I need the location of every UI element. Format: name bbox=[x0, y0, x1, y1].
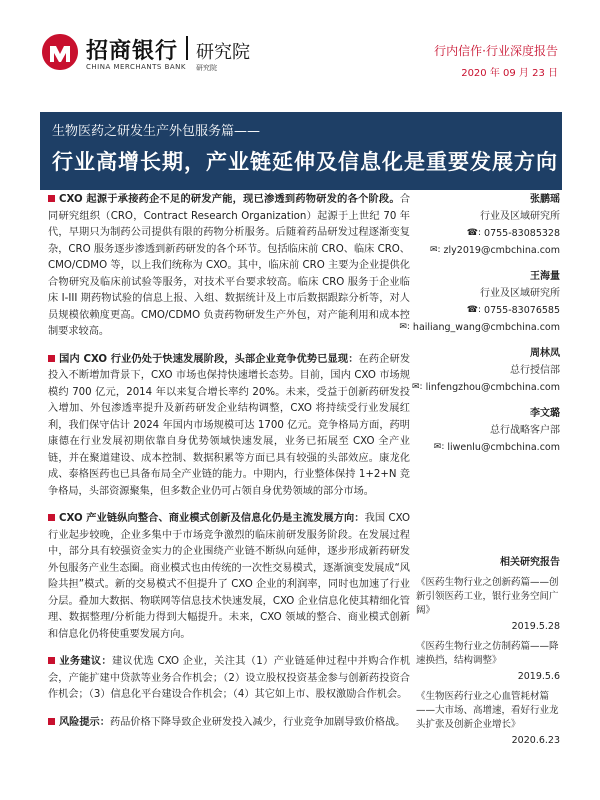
paragraph-lead: 业务建议： bbox=[59, 656, 112, 667]
related-report-date: 2019.5.28 bbox=[511, 621, 560, 632]
report-date: 2020 年 09 月 23 日 bbox=[461, 68, 558, 79]
paragraph-body: 合同研究组织（CRO，Contract Research Organization）起源于上世纪 70 年代，早期只为制药公司提供有限的药物分析服务。后随着药品研发过程逐渐变复杂，CRO 服务逐步渗透到新药研发的各个环节。包括临床前 CRO、临床 CRO、CMO/CDMO 等，以上我们统称为 CXO。其中，临床前 CRO 主要为企业提供化合物研究及临床前试验等服务，对技术平台要求较高。临床 CRO 服务于企业临床 I-III 期药物试验的信息上报、入组、数据统计及上市后数据跟踪分析等，对人员规模依赖度更高。CMO/CDMO 负责药物研发生产外包，对产能利用和成本控制要求较高。 bbox=[48, 194, 410, 337]
report-subtitle: 生物医药之研发生产外包服务篇—— bbox=[52, 124, 261, 139]
analyst-name: 周林凤 bbox=[530, 348, 560, 359]
summary-body bbox=[48, 192, 410, 742]
paragraph-body: 我国 CXO 行业起步较晚，企业多集中于市场竞争激烈的临床前研发服务阶段。在发展过程中，部分具有较强资金实力的企业围绕产业链不断纵向延伸，逐步形成新药研发外包服务产业生态圈。商业模式也由传统的一次性交易模式，逐渐演变发展成“风险共担”模式。新的交易模式不但提升了 CXO 企业的利润率，同时也加速了行业分层。叠加大数据、物联网等信息技术快速发展，CXO 企业信息化使其精细化管理、数据整理/分析能力得到大幅提升。未来，CXO 领域的整合、商业模式创新和信息化仍将使重要发展方向。 bbox=[48, 513, 411, 640]
related-reports-title: 相关研究报告 bbox=[500, 557, 560, 568]
report-title: 行业高增长期，产业链延伸及信息化是重要发展方向 bbox=[52, 150, 558, 174]
analyst-email[interactable]: zly2019@cmbchina.com bbox=[443, 245, 560, 256]
mail-icon: ✉: bbox=[399, 322, 410, 332]
analyst-name: 李文璐 bbox=[530, 408, 560, 419]
analyst-email[interactable]: hailiang_wang@cmbchina.com bbox=[412, 322, 560, 333]
analyst-name: 张鹏瑶 bbox=[530, 194, 560, 205]
analyst-card bbox=[411, 346, 560, 396]
related-report-title[interactable]: 《生物医药行业之心血管耗材篇——大市场、高增速，看好行业龙头扩张及创新企业增长》 bbox=[416, 691, 559, 730]
analyst-department: 行业及区域研究所 bbox=[480, 211, 560, 222]
summary-paragraph bbox=[48, 511, 410, 643]
brand-divider bbox=[186, 36, 188, 60]
cmb-logo-icon bbox=[40, 32, 80, 72]
analyst-department: 总行授信部 bbox=[510, 365, 560, 376]
analyst-panel bbox=[399, 192, 560, 466]
brand-name: 招商银行 bbox=[86, 39, 179, 64]
brand-subname: 研究院 bbox=[196, 42, 250, 63]
analyst-phone: 0755-83085328 bbox=[484, 228, 560, 239]
analyst-email-row bbox=[399, 319, 560, 336]
analyst-email-row bbox=[411, 379, 560, 396]
mail-icon: ✉: bbox=[433, 442, 445, 452]
paragraph-body: 在药企研发投入不断增加背景下，CXO 市场也保持快速增长态势。目前，国内 CXO 市场规模约 700 亿元，2014 年以来复合增长率约 20%。未来，受益于创新药研发投入增加、外包渗透率提升及新药研发企业结构调整，CXO 将持续受行业发展红利，我们保守估计 2024 年国内市场规模可达 1700 亿元。竞争格局方面，药明康德在行业发展初期依靠自身优势领域快速发展，业务已拓展至 CXO 全产业链，并在聚道建设、成本控制、数据积累等方面已具有较强的头部效应。康龙化成、泰格医药也已具备布局全产业链的能力。中期内，行业整体保持 1+2+N 竞争格局，头部资源聚集，但多数企业仍可占领自身优势领域的部分市场。 bbox=[48, 353, 411, 497]
report-type: 行内信作·行业深度报告 bbox=[434, 44, 558, 58]
mail-icon: ✉: bbox=[429, 245, 441, 255]
bullet-square-icon bbox=[48, 718, 55, 725]
analyst-card bbox=[399, 269, 560, 336]
mail-icon: ✉: bbox=[411, 382, 423, 392]
summary-paragraph bbox=[48, 654, 410, 704]
paragraph-lead: CXO 起源于承接药企不足的研发产能，现已渗透到药物研发的各个阶段。 bbox=[59, 194, 400, 205]
analyst-name: 王海量 bbox=[530, 271, 560, 282]
paragraph-body: 药品价格下降导致企业研发投入减少，行业竞争加剧导致价格战。 bbox=[109, 716, 406, 728]
paragraph-lead: CXO 产业链纵向整合、商业模式创新及信息化仍是主流发展方向： bbox=[59, 513, 365, 524]
analyst-department: 总行战略客户部 bbox=[490, 425, 560, 436]
bullet-square-icon bbox=[48, 195, 55, 202]
analyst-phone: 0755-83076585 bbox=[484, 305, 560, 316]
analyst-card bbox=[416, 406, 560, 456]
report-header bbox=[0, 0, 600, 110]
analyst-phone-row bbox=[416, 302, 560, 319]
paragraph-lead: 风险提示： bbox=[59, 716, 110, 728]
analyst-email-row bbox=[416, 439, 560, 456]
brand-subname-en: 研究院 bbox=[196, 64, 217, 72]
related-reports bbox=[416, 556, 560, 754]
related-report-title[interactable]: 《医药生物行业之仿制药篇——降速换挡，结构调整》 bbox=[416, 641, 559, 666]
phone-icon: ☎: bbox=[466, 305, 482, 315]
related-report-title[interactable]: 《医药生物行业之创新药篇——创新引领医药工业，银行业务空间广阔》 bbox=[416, 577, 559, 616]
phone-icon: ☎: bbox=[466, 228, 482, 238]
related-report-date: 2020.6.23 bbox=[511, 735, 560, 746]
bullet-square-icon bbox=[48, 355, 55, 362]
bullet-square-icon bbox=[48, 514, 55, 521]
paragraph-body: 建议优选 CXO 企业，关注其（1）产业链延伸过程中并购合作机会，产能扩建中贷款等业务合作机会；（2）设立股权投资基金参与创新药投资合作机会；（3）信息化平台建设合作机会；（4）其它如上市、股权激励合作机会。 bbox=[48, 656, 411, 700]
paragraph-lead: 国内 CXO 行业仍处于快速发展阶段，头部企业竞争优势已显现： bbox=[59, 353, 359, 365]
analyst-phone-row bbox=[416, 225, 560, 242]
related-report-date: 2019.5.6 bbox=[517, 671, 560, 682]
summary-paragraph bbox=[48, 715, 410, 732]
analyst-department: 行业及区域研究所 bbox=[480, 288, 560, 299]
summary-paragraph bbox=[48, 192, 410, 341]
bullet-square-icon bbox=[48, 657, 55, 664]
analyst-email-row bbox=[416, 242, 560, 259]
analyst-email[interactable]: linfengzhou@cmbchina.com bbox=[425, 382, 560, 393]
analyst-email[interactable]: liwenlu@cmbchina.com bbox=[447, 442, 560, 453]
title-banner bbox=[40, 112, 562, 190]
summary-paragraph bbox=[48, 352, 410, 501]
brand-name-en: CHINA MERCHANTS BANK bbox=[86, 63, 186, 71]
analyst-card bbox=[416, 192, 560, 259]
